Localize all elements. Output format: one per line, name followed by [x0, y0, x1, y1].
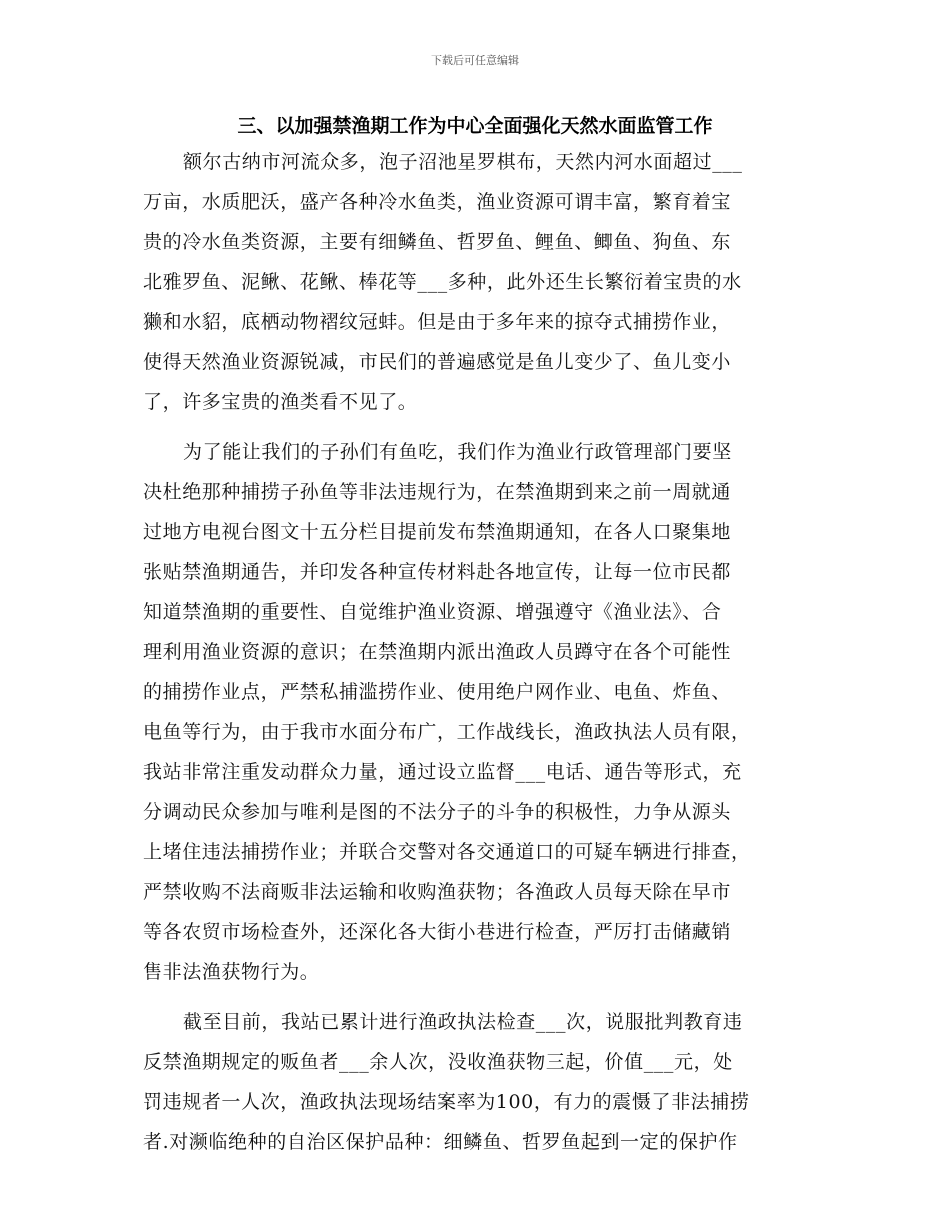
- text-line: 了，许多宝贵的渔类看不见了。: [143, 391, 418, 413]
- text-line: 者.对濒临绝种的自治区保护品种：细鳞鱼、哲罗鱼起到一定的保护作: [143, 1131, 738, 1153]
- text-line: 为了能让我们的子孙们有鱼吃，我们作为渔业行政管理部门要坚: [183, 441, 732, 463]
- text-line: 理利用渔业资源的意识；在禁渔期内派出渔政人员蹲守在各个可能性: [143, 641, 732, 663]
- text-line: 罚违规者一人次，渔政执法现场结案率为100，有力的震慑了非法捕捞: [143, 1091, 750, 1113]
- text-line: 反禁渔期规定的贩鱼者___余人次，没收渔获物三起，价值___元，处: [143, 1051, 733, 1073]
- text-line: 额尔古纳市河流众多，泡子沼池星罗棋布，天然内河水面超过___: [183, 151, 743, 173]
- text-line: 过地方电视台图文十五分栏目提前发布禁渔期通知，在各人口聚集地: [143, 521, 732, 543]
- text-line: 北雅罗鱼、泥鳅、花鳅、棒花等___多种，此外还生长繁衍着宝贵的水: [143, 271, 742, 293]
- text-line: 的捕捞作业点，严禁私捕滥捞作业、使用绝户网作业、电鱼、炸鱼、: [143, 681, 732, 703]
- text-line: 上堵住违法捕捞作业；并联合交警对各交通道口的可疑车辆进行排查，: [143, 841, 751, 863]
- text-line: 分调动民众参加与唯利是图的不法分子的斗争的积极性，力争从源头: [143, 801, 732, 823]
- text-line: 使得天然渔业资源锐减，市民们的普遍感觉是鱼儿变少了、鱼儿变小: [143, 351, 732, 373]
- text-line: 知道禁渔期的重要性、自觉维护渔业资源、增强遵守《渔业法》、合: [143, 601, 722, 623]
- text-line: 贵的冷水鱼类资源，主要有细鳞鱼、哲罗鱼、鲤鱼、鲫鱼、狗鱼、东: [143, 231, 732, 253]
- text-line: 决杜绝那种捕捞子孙鱼等非法违规行为，在禁渔期到来之前一周就通: [143, 481, 732, 503]
- text-line: 售非法渔获物行为。: [143, 961, 320, 983]
- text-line: 我站非常注重发动群众力量，通过设立监督___电话、通告等形式，充: [143, 761, 742, 783]
- text-line: 万亩，水质肥沃，盛产各种冷水鱼类，渔业资源可谓丰富，繁育着宝: [143, 191, 732, 213]
- text-line: 截至目前，我站已累计进行渔政执法检查___次，说服批判教育违: [183, 1011, 743, 1033]
- page-header: 下载后可任意编辑: [431, 54, 519, 67]
- text-line: 獭和水貂，底栖动物褶纹冠蚌。但是由于多年来的掠夺式捕捞作业，: [143, 311, 732, 333]
- section-heading: 三、以加强禁渔期工作为中心全面强化天然水面监管工作: [237, 115, 713, 137]
- text-line: 张贴禁渔期通告，并印发各种宣传材料赴各地宣传，让每一位市民都: [143, 561, 732, 583]
- text-line: 等各农贸市场检查外，还深化各大街小巷进行检查，严厉打击储藏销: [143, 921, 732, 943]
- text-line: 严禁收购不法商贩非法运输和收购渔获物；各渔政人员每天除在早市: [143, 881, 732, 903]
- text-line: 电鱼等行为，由于我市水面分布广，工作战线长，渔政执法人员有限，: [143, 721, 751, 743]
